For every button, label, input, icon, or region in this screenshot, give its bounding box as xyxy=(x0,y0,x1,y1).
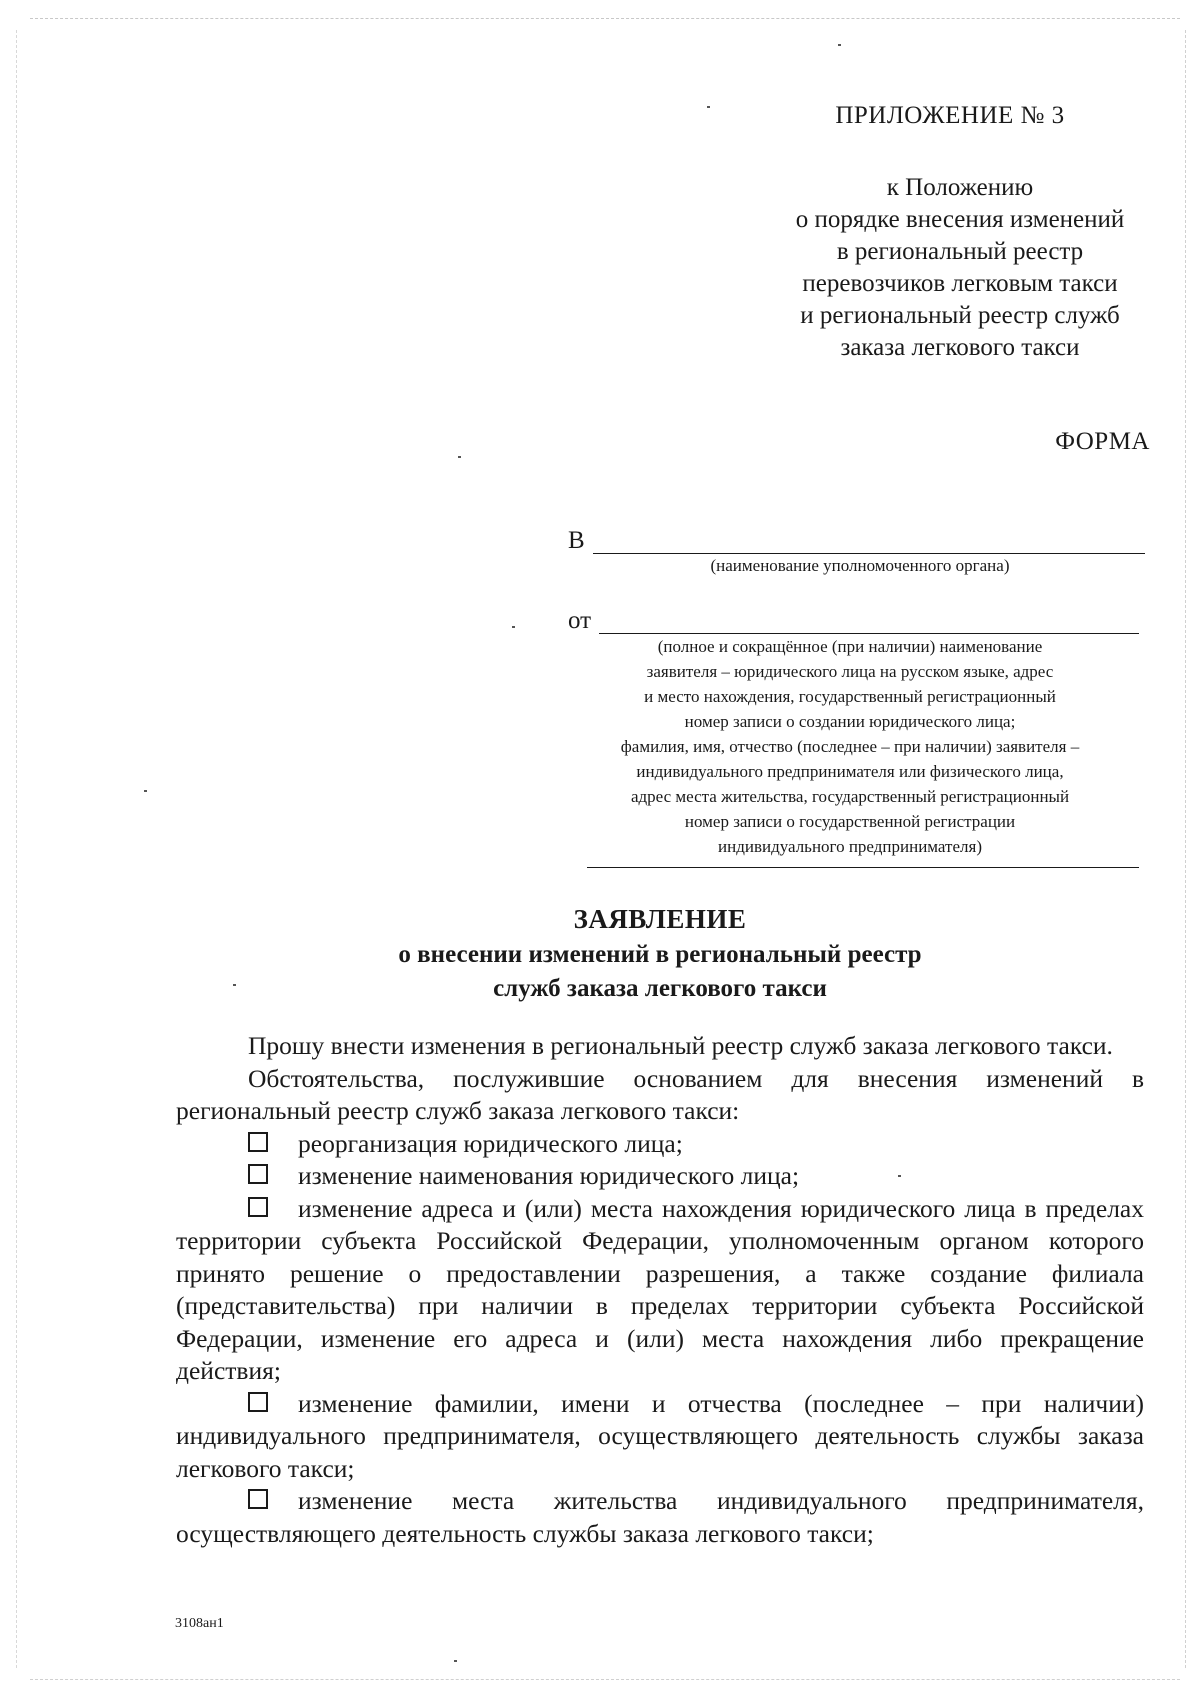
hint-line: фамилия, имя, отчество (последнее – при наличии) заявителя – xyxy=(620,737,1080,756)
addressee-from-field xyxy=(568,608,1139,634)
hint-line: заявителя – юридического лица на русском языке, адрес xyxy=(646,662,1054,681)
scan-edge-left xyxy=(16,30,17,1668)
option-label: изменение адреса и (или) места нахождения юридического лица в пределах территории субъекта Российской Федерации, уполномоченным органом которого принято решение о предоставлении разрешения, а также создание филиала (представительства) при наличии в пределах территории субъекта Российской Федерации, изменение его адреса и (или) места нахождения либо прекращение действия; xyxy=(176,1193,1144,1385)
document-heading xyxy=(200,900,1120,1006)
hint-line: номер записи о создании юридического лица; xyxy=(684,712,1016,731)
document-body xyxy=(176,1030,1144,1550)
body-paragraph: Обстоятельства, послужившие основанием для внесения изменений в региональный реестр служб заказа легкового такси: xyxy=(176,1063,1144,1125)
checkbox-icon[interactable] xyxy=(248,1132,268,1152)
appendix-reference-line: в региональный реестр xyxy=(836,238,1084,265)
scan-speck xyxy=(838,44,841,46)
addressee-to-prefix: В xyxy=(568,527,585,554)
appendix-reference-line: перевозчиков легковым такси xyxy=(802,270,1118,297)
addressee-to-hint: (наименование уполномоченного органа) xyxy=(710,556,1010,575)
option-label: изменение места жительства индивидуального предпринимателя, осуществляющего деятельность службы заказа легкового такси; xyxy=(176,1486,1144,1548)
addressee-to-blank-line xyxy=(593,531,1145,554)
hint-line: номер записи о государственной регистрации xyxy=(684,812,1016,831)
addressee-from-prefix: от xyxy=(568,607,592,634)
document-subtitle-line: о внесении изменений в региональный реестр xyxy=(398,941,922,968)
scan-speck xyxy=(454,1660,457,1662)
option-reorganization xyxy=(176,1128,1144,1161)
appendix-reference-line: о порядке внесения изменений xyxy=(795,206,1125,233)
appendix-reference xyxy=(760,172,1160,364)
scan-speck xyxy=(144,790,147,792)
option-label: изменение наименования юридического лица; xyxy=(298,1161,800,1190)
option-residence-change xyxy=(176,1485,1144,1550)
addressee-from-blank-line xyxy=(599,611,1139,634)
scan-edge-bottom xyxy=(30,1679,1180,1680)
document-subtitle-line: служб заказа легкового такси xyxy=(493,975,827,1002)
hint-line: адрес места жительства, государственный регистрационный xyxy=(630,787,1070,806)
option-label: изменение фамилии, имени и отчества (последнее – при наличии) индивидуального предпринимателя, осуществляющего деятельность службы заказа легкового такси; xyxy=(176,1388,1144,1483)
checkbox-icon[interactable] xyxy=(248,1164,268,1184)
option-name-change xyxy=(176,1160,1144,1193)
appendix-reference-line: заказа легкового такси xyxy=(840,334,1080,361)
appendix-title: ПРИЛОЖЕНИЕ № 3 xyxy=(835,102,1065,129)
checkbox-icon[interactable] xyxy=(248,1197,268,1217)
addressee-extra-blank-line xyxy=(587,867,1139,868)
option-address-change xyxy=(176,1193,1144,1388)
document-title: ЗАЯВЛЕНИЕ xyxy=(573,904,747,934)
addressee-from-hint xyxy=(580,634,1120,859)
hint-line: (полное и сокращённое (при наличии) наименование xyxy=(657,637,1043,656)
hint-line: индивидуального предпринимателя или физического лица, xyxy=(636,762,1064,781)
scan-edge-top xyxy=(30,18,1180,19)
footer-code: 3108ан1 xyxy=(175,1616,224,1631)
checkbox-icon[interactable] xyxy=(248,1392,268,1412)
scan-edge-right xyxy=(1185,30,1186,1668)
scan-speck xyxy=(707,106,710,108)
scan-speck xyxy=(512,626,515,628)
form-label: ФОРМА xyxy=(1055,428,1150,455)
appendix-reference-line: и региональный реестр служб xyxy=(800,302,1120,329)
appendix-reference-line: к Положению xyxy=(886,174,1034,201)
hint-line: индивидуального предпринимателя) xyxy=(718,837,982,856)
scan-speck xyxy=(458,456,461,458)
option-entrepreneur-name-change xyxy=(176,1388,1144,1486)
checkbox-icon[interactable] xyxy=(248,1489,268,1509)
body-paragraph: Прошу внести изменения в региональный реестр служб заказа легкового такси. xyxy=(248,1031,1113,1060)
option-label: реорганизация юридического лица; xyxy=(298,1128,683,1158)
addressee-to-field xyxy=(568,528,1145,554)
hint-line: и место нахождения, государственный регистрационный xyxy=(644,687,1056,706)
